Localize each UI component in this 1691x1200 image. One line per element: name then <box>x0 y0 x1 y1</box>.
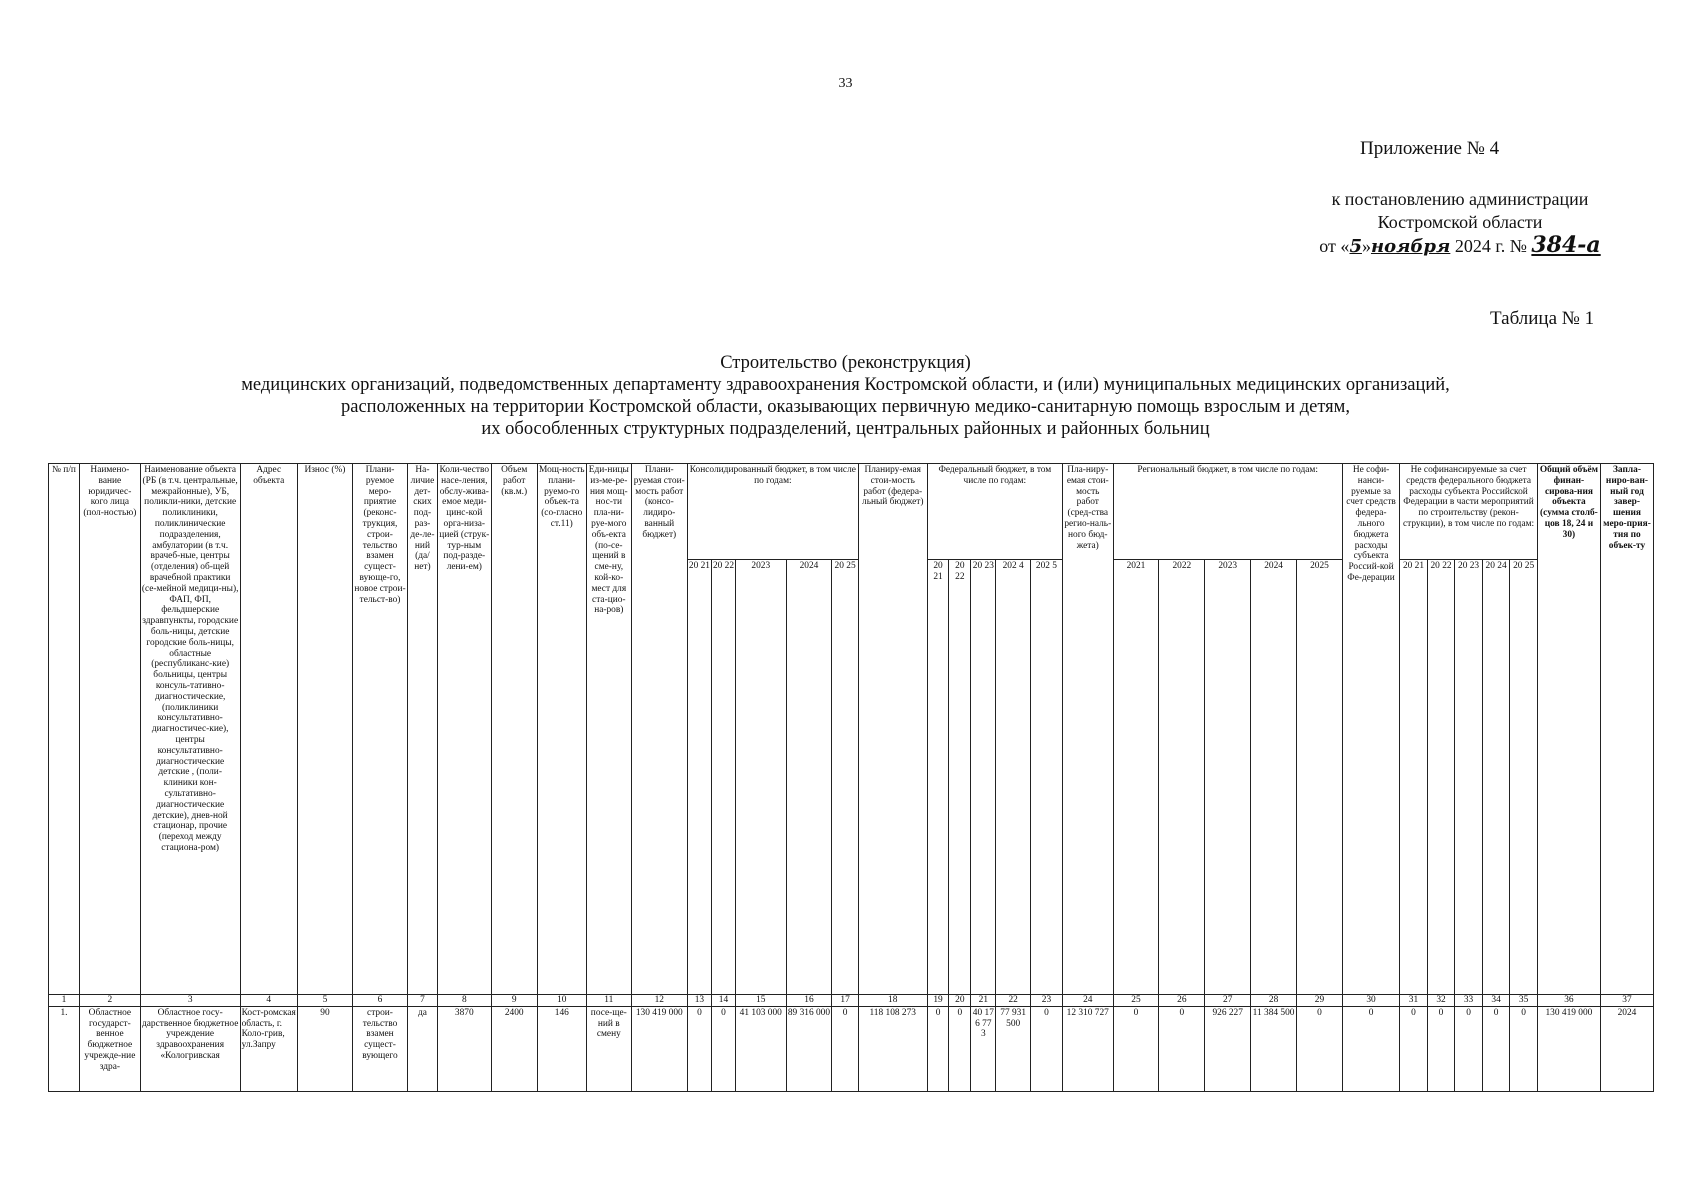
header-col-2: Наимено-вание юридичес-кого лица (пол-ностью) <box>79 464 140 995</box>
column-number: 14 <box>711 995 735 1007</box>
decree-number: 384-а <box>1531 232 1601 258</box>
column-number: 25 <box>1113 995 1159 1007</box>
cell-c16: 89 316 000 <box>786 1006 832 1091</box>
header-federal-budget: Федеральный бюджет, в том числе по годам: <box>927 464 1062 560</box>
cell-c30: 0 <box>1342 1006 1399 1091</box>
header-col-30: Не софи-нанси-руемые за счет средств федера-льного бюджета расходы субъекта Россий-кой Фе-дерации <box>1342 464 1399 995</box>
column-number: 27 <box>1205 995 1251 1007</box>
column-number: 20 <box>949 995 971 1007</box>
decree-line-2: Костромской области <box>1377 212 1543 232</box>
header-col-36: Общий объём финан-сирова-ния объекта (сумма столб-цов 18, 24 и 30) <box>1537 464 1600 995</box>
cell-c10: 146 <box>537 1006 586 1091</box>
column-number: 10 <box>537 995 586 1007</box>
header-year-15: 2023 <box>736 560 786 995</box>
header-col-9: Объем работ (кв.м.) <box>491 464 537 995</box>
decree-year: 2024 г. № <box>1450 236 1532 256</box>
header-col-5: Износ (%) <box>297 464 352 995</box>
header-year-29: 2025 <box>1297 560 1343 995</box>
header-year-27: 2023 <box>1205 560 1251 995</box>
header-col-7: На-личие дет-ских под-раз-де-ле-ний (да/нет) <box>408 464 438 995</box>
column-number: 31 <box>1400 995 1428 1007</box>
cell-c34: 0 <box>1482 1006 1510 1091</box>
cell-c3: Областное госу-дарственное бюджетное учреждение здравоохранения «Кологривская <box>140 1006 240 1091</box>
cell-c31: 0 <box>1400 1006 1428 1091</box>
cell-c21: 40 17 6 77 3 <box>971 1006 996 1091</box>
header-year-33: 20 23 <box>1455 560 1483 995</box>
header-year-19: 20 21 <box>927 560 949 995</box>
header-col-12: Плани-руемая стои-мость работ (консо-лидиро-ванный бюджет) <box>631 464 687 995</box>
cell-c36: 130 419 000 <box>1537 1006 1600 1091</box>
title-line-4: их обособленных структурных подразделений, центральных районных и районных больниц <box>481 419 1210 439</box>
column-number: 1 <box>49 995 80 1007</box>
column-number: 9 <box>491 995 537 1007</box>
cell-c6: строи-тельство взамен сущест-вующего <box>352 1006 407 1091</box>
table-number: Таблица № 1 <box>1490 308 1595 329</box>
cell-c2: Областное государст-венное бюджетное учрежде-ние здра- <box>79 1006 140 1091</box>
header-year-31: 20 21 <box>1400 560 1428 995</box>
column-number: 11 <box>586 995 631 1007</box>
header-consolidated-budget: Консолидированный бюджет, в том числе по годам: <box>687 464 858 560</box>
decree-line-1: к постановлению администрации <box>1331 189 1589 209</box>
cell-c12: 130 419 000 <box>631 1006 687 1091</box>
header-col-3: Наименование объекта (РБ (в т.ч. центральные, межрайонные), УБ, поликли-ники, детские поликлиники, поликлинические подразделения, амбулатории (в т.ч. врачеб-ные, центры (отделения) об-щей врачебной практики (се-мейной медици-ны), ФАП, ФП, фельдшерские здравпункты, городские боль-ницы, детские городские боль-ницы, областные (республиканс-кие) больницы, центры консуль-тативно-диагностические, (поликлиники консультативно-диагностичес-кие), центры консультативно-диагностические детские , (поли-клиники кон-сультативно-диагностические детские), днев-ной стационар, прочие (переход между стациона-ром) <box>140 464 240 995</box>
column-number: 34 <box>1482 995 1510 1007</box>
header-col-10: Мощ-ность плани-руемо-го объек-та (со-гласно ст.11) <box>537 464 586 995</box>
cell-c33: 0 <box>1455 1006 1483 1091</box>
cell-c24: 12 310 727 <box>1063 1006 1113 1091</box>
cell-c7: да <box>408 1006 438 1091</box>
header-non-cofinanced: Не софинансируемые за счет средств федерального бюджета расходы субъекта Российской Федерации в части мероприятий по строительству (рекон-струкции), в том числе по годам: <box>1400 464 1538 560</box>
header-year-32: 20 22 <box>1427 560 1455 995</box>
appendix-label: Приложение № 4 <box>1360 138 1500 159</box>
column-number: 22 <box>996 995 1030 1007</box>
column-number: 16 <box>786 995 832 1007</box>
cell-c26: 0 <box>1159 1006 1205 1091</box>
column-number: 21 <box>971 995 996 1007</box>
column-number: 12 <box>631 995 687 1007</box>
column-number: 36 <box>1537 995 1600 1007</box>
header-year-22: 202 4 <box>996 560 1030 995</box>
column-number: 15 <box>736 995 786 1007</box>
decree-line-3 <box>1250 234 1670 258</box>
title-line-1: Строительство (реконструкция) <box>720 353 971 373</box>
cell-c5: 90 <box>297 1006 352 1091</box>
decree-reference <box>1250 188 1670 258</box>
title-line-3: расположенных на территории Костромской области, оказывающих первичную медико-санитарную помощь взрослым и детям, <box>341 397 1350 417</box>
header-year-34: 20 24 <box>1482 560 1510 995</box>
cell-c9: 2400 <box>491 1006 537 1091</box>
column-number: 37 <box>1600 995 1653 1007</box>
decree-day: 5 <box>1349 236 1362 257</box>
cell-c18: 118 108 273 <box>858 1006 927 1091</box>
cell-c27: 926 227 <box>1205 1006 1251 1091</box>
header-year-14: 20 22 <box>711 560 735 995</box>
cell-c22: 77 931 500 <box>996 1006 1030 1091</box>
table-row <box>49 1006 1654 1091</box>
document-title <box>0 352 1691 440</box>
title-line-2: медицинских организаций, подведомственных департаменту здравоохранения Костромской области, и (или) муниципальных медицинских организаций, <box>241 375 1450 395</box>
cell-c35: 0 <box>1510 1006 1538 1091</box>
cell-c37: 2024 <box>1600 1006 1653 1091</box>
header-regional-budget: Региональный бюджет, в том числе по годам: <box>1113 464 1342 560</box>
cell-c13: 0 <box>687 1006 711 1091</box>
header-year-13: 20 21 <box>687 560 711 995</box>
column-number: 6 <box>352 995 407 1007</box>
column-number: 23 <box>1030 995 1062 1007</box>
column-number: 35 <box>1510 995 1538 1007</box>
cell-c11: посе-ще-ний в смену <box>586 1006 631 1091</box>
column-number: 28 <box>1251 995 1297 1007</box>
cell-c15: 41 103 000 <box>736 1006 786 1091</box>
column-number: 32 <box>1427 995 1455 1007</box>
column-number-row <box>49 995 1654 1007</box>
header-col-11: Еди-ницы из-ме-ре-ния мощ-нос-ти пла-ни-руе-мого объ-екта (по-се-щений в сме-ну, кой-ко-мест для ста-цио-на-ров) <box>586 464 631 995</box>
decree-prefix: от « <box>1319 236 1350 256</box>
header-col-6: Плани-руемое меро-приятие (реконс-трукция, строи-тельство взамен сущест-вующе-го, новое строи-тельст-во) <box>352 464 407 995</box>
header-year-28: 2024 <box>1251 560 1297 995</box>
cell-c14: 0 <box>711 1006 735 1091</box>
cell-c29: 0 <box>1297 1006 1343 1091</box>
cell-c17: 0 <box>832 1006 858 1091</box>
column-number: 13 <box>687 995 711 1007</box>
column-number: 7 <box>408 995 438 1007</box>
header-year-23: 202 5 <box>1030 560 1062 995</box>
header-year-16: 2024 <box>786 560 832 995</box>
page-number: 33 <box>838 76 853 91</box>
header-year-17: 20 25 <box>832 560 858 995</box>
cell-c19: 0 <box>927 1006 949 1091</box>
column-number: 8 <box>437 995 491 1007</box>
header-col-8: Коли-чество насе-ления, обслу-жива-емое меди-цинс-кой орга-низа-цией (струк-тур-ным под-разде-лени-ем) <box>437 464 491 995</box>
column-number: 29 <box>1297 995 1343 1007</box>
construction-table <box>48 463 1654 1092</box>
cell-c25: 0 <box>1113 1006 1159 1091</box>
column-number: 26 <box>1159 995 1205 1007</box>
header-col-1: № п/п <box>49 464 80 995</box>
header-year-25: 2021 <box>1113 560 1159 995</box>
cell-c23: 0 <box>1030 1006 1062 1091</box>
cell-c32: 0 <box>1427 1006 1455 1091</box>
header-col-4: Адрес объекта <box>240 464 297 995</box>
header-year-20: 20 22 <box>949 560 971 995</box>
column-number: 19 <box>927 995 949 1007</box>
header-year-35: 20 25 <box>1510 560 1538 995</box>
decree-month: ноября <box>1370 236 1451 257</box>
cell-c1: 1. <box>49 1006 80 1091</box>
column-number: 5 <box>297 995 352 1007</box>
column-number: 3 <box>140 995 240 1007</box>
column-number: 2 <box>79 995 140 1007</box>
column-number: 17 <box>832 995 858 1007</box>
header-year-21: 20 23 <box>971 560 996 995</box>
header-col-18: Планиру-емая стои-мость работ (федера-льный бюджет) <box>858 464 927 995</box>
decree-mid: » <box>1361 236 1371 256</box>
cell-c8: 3870 <box>437 1006 491 1091</box>
cell-c28: 11 384 500 <box>1251 1006 1297 1091</box>
column-number: 18 <box>858 995 927 1007</box>
cell-c20: 0 <box>949 1006 971 1091</box>
header-row-1 <box>49 464 1654 560</box>
header-col-37: Запла-ниро-ван-ный год завер-шения меро-прия-тия по объек-ту <box>1600 464 1653 995</box>
column-number: 30 <box>1342 995 1399 1007</box>
column-number: 33 <box>1455 995 1483 1007</box>
column-number: 24 <box>1063 995 1113 1007</box>
header-col-24: Пла-ниру-емая стои-мость работ (сред-ства регио-наль-ного бюд-жета) <box>1063 464 1113 995</box>
cell-c4: Кост-ромская область, г. Коло-грив, ул.Запру <box>240 1006 297 1091</box>
header-year-26: 2022 <box>1159 560 1205 995</box>
column-number: 4 <box>240 995 297 1007</box>
